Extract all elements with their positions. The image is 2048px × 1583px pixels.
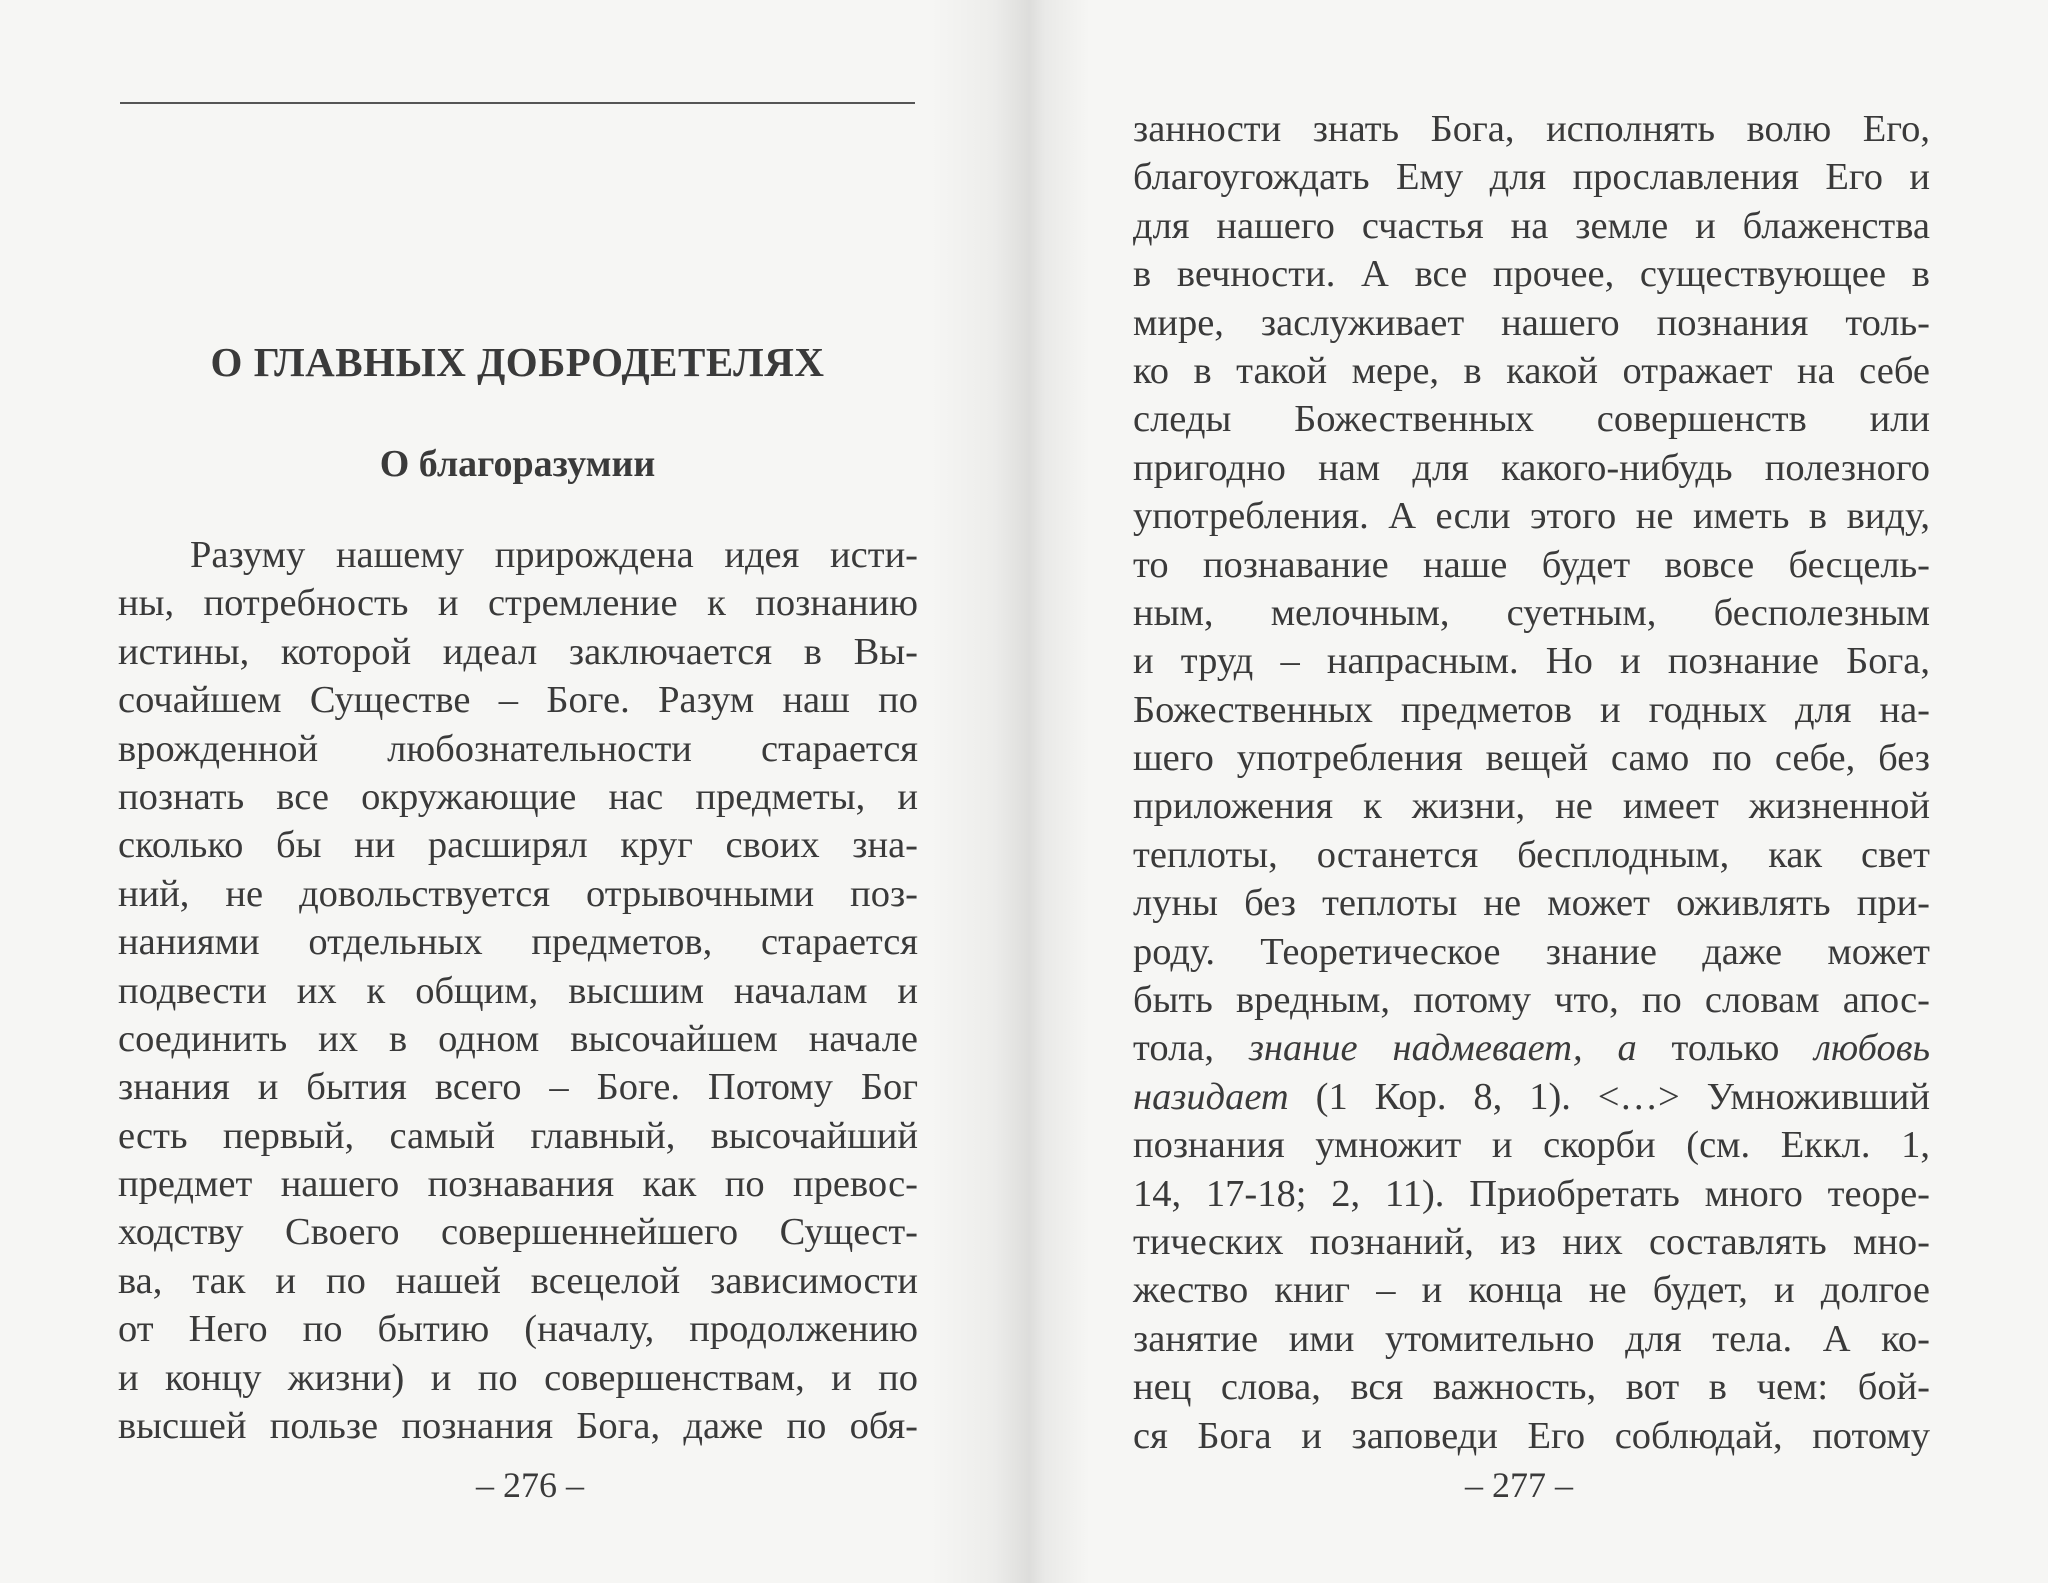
text-line: познания умножит и скорби (см. Еккл. 1, bbox=[1133, 1124, 1930, 1167]
text-line: луны без теплоты не может оживлять при- bbox=[1133, 882, 1930, 925]
text-line: 14, 17-18; 2, 11). Приобретать много теоре- bbox=[1133, 1172, 1930, 1215]
text-line: шего употребления вещей само по себе, без bbox=[1133, 737, 1930, 780]
italic-quote: назидает bbox=[1133, 1075, 1289, 1118]
text-line: ходству Своего совершеннейшего Сущест- bbox=[118, 1211, 918, 1254]
text-line: употребления. А если этого не иметь в виду, bbox=[1133, 495, 1930, 538]
page-number: – 276 – bbox=[476, 1465, 584, 1505]
text-run: (1 Кор. 8, 1). <…> Умноживший bbox=[1288, 1075, 1930, 1118]
text-line: ны, потребность и стремление к познанию bbox=[118, 582, 918, 625]
text-line: познать все окружающие нас предметы, и bbox=[118, 775, 918, 818]
section-title: О благоразумии bbox=[379, 443, 656, 485]
text-line: ва, так и по нашей всецелой зависимости bbox=[118, 1259, 918, 1302]
text-line: подвести их к общим, высшим началам и bbox=[118, 969, 918, 1012]
text-line: тических познаний, из них составлять мно- bbox=[1133, 1220, 1930, 1263]
text-line: ным, мелочным, суетным, бесполезным bbox=[1133, 591, 1930, 634]
text-line: то познавание наше будет вовсе бесцель- bbox=[1133, 543, 1930, 586]
text-line-with-italics bbox=[1133, 1073, 1930, 1121]
text-line: быть вредным, потому что, по словам апос- bbox=[1133, 979, 1930, 1022]
text-line: пригодно нам для какого-нибудь полезного bbox=[1133, 446, 1930, 489]
header-rule bbox=[120, 102, 915, 104]
italic-quote: любовь bbox=[1814, 1027, 1930, 1070]
text-line: занности знать Бога, исполнять волю Его, bbox=[1133, 108, 1930, 150]
text-line: для нашего счастья на земле и блаженства bbox=[1133, 204, 1930, 247]
text-line: приложения к жизни, не имеет жизненной bbox=[1133, 785, 1930, 828]
text-line: сочайшем Существе – Боге. Разум наш по bbox=[118, 679, 918, 722]
text-line: и концу жизни) и по совершенствам, и по bbox=[118, 1356, 918, 1399]
text-line: врожденной любознательности старается bbox=[118, 727, 918, 770]
text-line: истины, которой идеал заключается в Вы- bbox=[118, 630, 918, 673]
text-line: жество книг – и конца не будет, и долгое bbox=[1133, 1269, 1930, 1312]
text-line: ний, не довольствуется отрывочными поз- bbox=[118, 872, 918, 915]
text-line: есть первый, самый главный, высочайший bbox=[118, 1114, 918, 1157]
right-page bbox=[1040, 0, 2048, 1583]
text-run: только bbox=[1636, 1027, 1815, 1070]
text-line: Божественных предметов и годных для на- bbox=[1133, 688, 1930, 731]
text-line: мире, заслуживает нашего познания толь- bbox=[1133, 301, 1930, 344]
text-line: сколько бы ни расширял круг своих зна- bbox=[118, 824, 918, 867]
text-line: роду. Теоретическое знание даже может bbox=[1133, 930, 1930, 973]
text-line: ся Бога и заповеди Его соблюдай, потому bbox=[1133, 1414, 1930, 1457]
text-line: следы Божественных совершенств или bbox=[1133, 398, 1930, 441]
text-line: предмет нашего познавания как по превос- bbox=[118, 1163, 918, 1206]
left-body-text bbox=[118, 531, 918, 1450]
text-line: занятие ими утомительно для тела. А ко- bbox=[1133, 1317, 1930, 1360]
page-number: – 277 – bbox=[1465, 1465, 1573, 1505]
text-line: в вечности. А все прочее, существующее в bbox=[1133, 253, 1930, 296]
chapter-title: О ГЛАВНЫХ ДОБРОДЕТЕЛЯХ bbox=[210, 339, 825, 385]
text-line-with-italics bbox=[1133, 1024, 1930, 1072]
italic-quote: знание надмевает, а bbox=[1248, 1027, 1637, 1070]
text-line: Разуму нашему прирождена идея исти- bbox=[190, 534, 918, 576]
text-line: высшей пользе познания Бога, даже по обя- bbox=[118, 1405, 918, 1448]
text-line: знания и бытия всего – Боге. Потому Бог bbox=[118, 1066, 918, 1109]
text-run: тола, bbox=[1133, 1027, 1249, 1070]
text-line: соединить их в одном высочайшем начале bbox=[118, 1017, 918, 1060]
text-line: теплоты, останется бесплодным, как свет bbox=[1133, 833, 1930, 876]
right-body-text bbox=[1133, 105, 1930, 1460]
text-line: нец слова, вся важность, вот в чем: бой- bbox=[1133, 1366, 1930, 1409]
text-line: ко в такой мере, в какой отражает на себе bbox=[1133, 349, 1930, 392]
text-line: благоугождать Ему для прославления Его и bbox=[1133, 156, 1930, 199]
text-line: и труд – напрасным. Но и познание Бога, bbox=[1133, 640, 1930, 683]
text-line: от Него по бытию (началу, продолжению bbox=[118, 1308, 918, 1351]
text-line: наниями отдельных предметов, старается bbox=[118, 921, 918, 964]
